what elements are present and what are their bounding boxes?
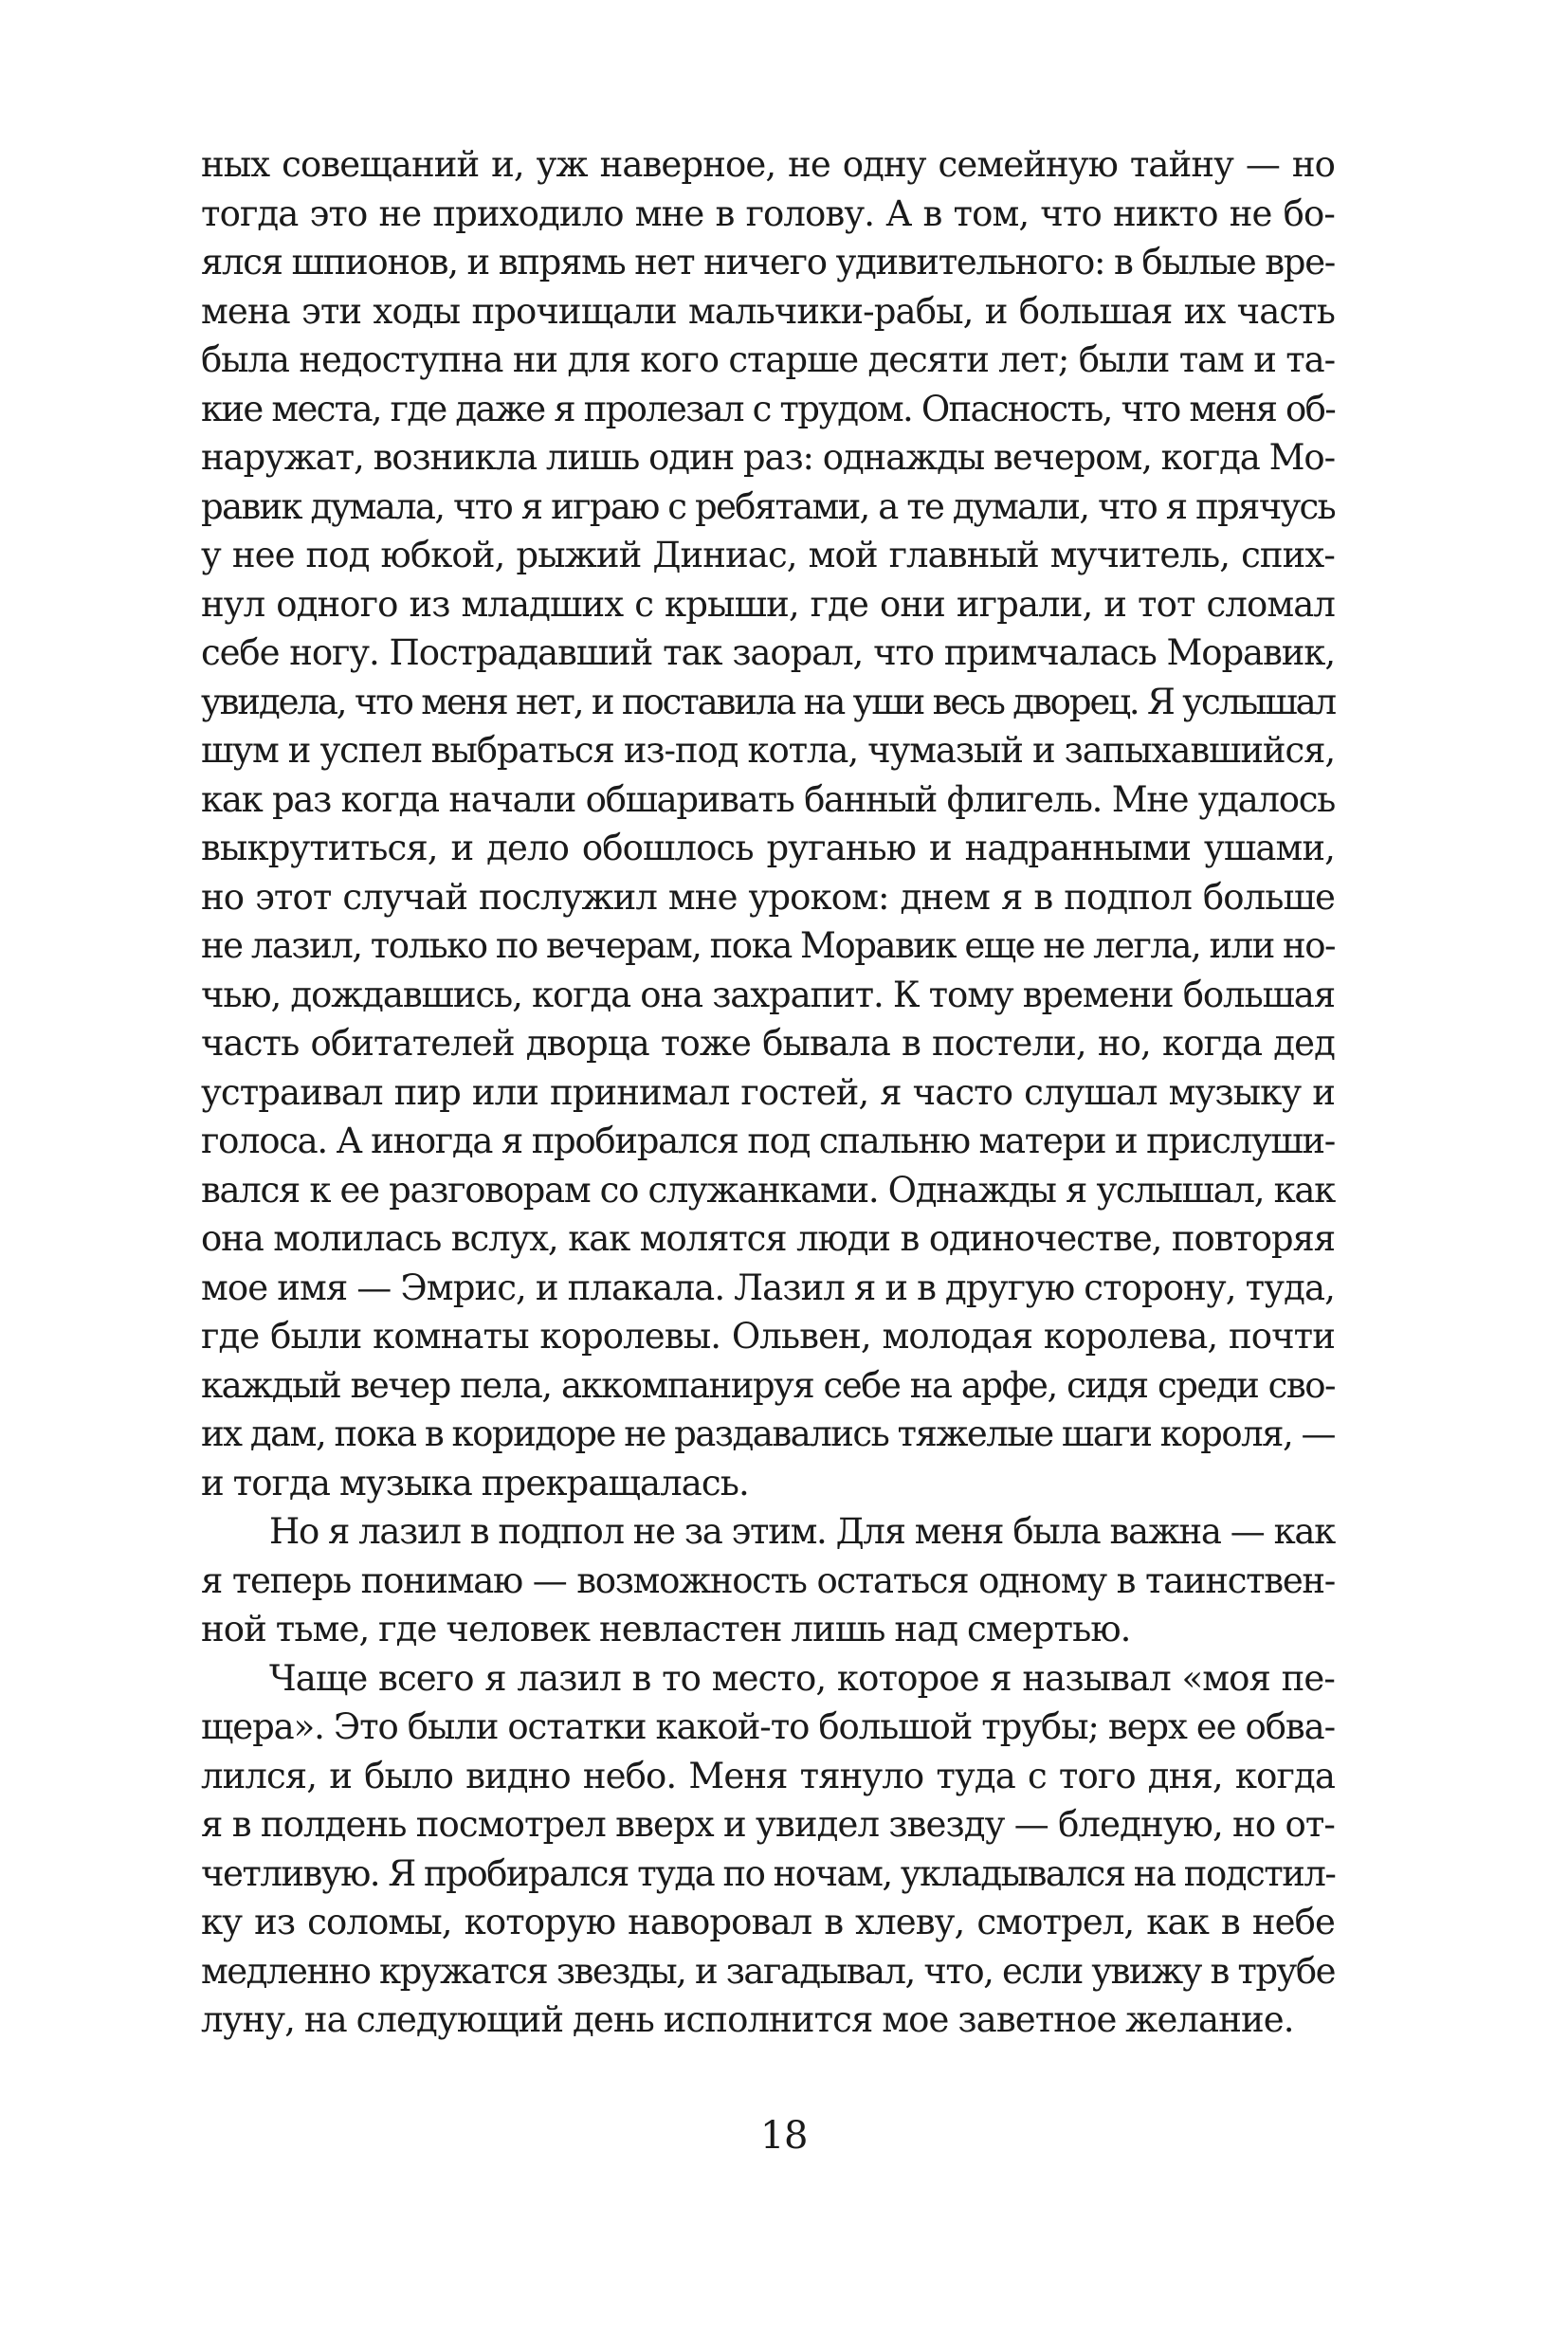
paragraph-1	[201, 140, 1335, 1507]
text-line: тогда это не приходило мне в голову. А в том, что никто не бо-	[201, 192, 1335, 234]
paragraph-2	[201, 1507, 1335, 1654]
text-line: ных совещаний и, уж наверное, не одну семейную тайну — но	[201, 144, 1335, 185]
text-line: кие места, где даже я пролезал с трудом. Опасность, что меня об-	[201, 388, 1335, 429]
text-line: увидела, что меня нет, и поставила на уши весь дворец. Я услышал	[201, 681, 1335, 722]
page-body	[201, 140, 1335, 2045]
text-line: нул одного из младших с крыши, где они играли, и тот сломал	[201, 583, 1335, 625]
text-line: и тогда музыка прекращалась.	[201, 1462, 749, 1504]
text-line: у нее под юбкой, рыжий Диниас, мой главный мучитель, спих-	[201, 535, 1335, 575]
text-line: голоса. А иногда я пробирался под спальню матери и прислуши-	[201, 1121, 1335, 1161]
text-line: мена эти ходы прочищали мальчики-рабы, и большая их часть	[201, 290, 1335, 332]
text-line: где были комнаты королевы. Ольвен, молодая королева, почти	[201, 1316, 1335, 1357]
text-line: она молилась вслух, как молятся люди в одиночестве, повторяя	[201, 1218, 1335, 1259]
text-line: была недоступна ни для кого старше десяти лет; были там и та-	[201, 339, 1335, 380]
text-line: Чаще всего я лазил в то место, которое я называл «моя пе-	[269, 1657, 1335, 1699]
text-line: выкрутиться, и дело обошлось руганью и надранными ушами,	[201, 828, 1335, 868]
text-line: устраивал пир или принимал гостей, я часто слушал музыку и	[201, 1071, 1335, 1113]
text-line: медленно кружатся звезды, и загадывал, что, если увижу в трубе	[201, 1950, 1335, 1992]
text-line: я теперь понимаю — возможность остаться одному в таинствен-	[201, 1559, 1335, 1601]
text-line: ной тьме, где человек невластен лишь над смертью.	[201, 1609, 1131, 1649]
text-line: луну, на следующий день исполнится мое заветное желание.	[201, 1999, 1294, 2040]
text-line: каждый вечер пела, аккомпанируя себе на арфе, сидя среди сво-	[201, 1364, 1335, 1406]
text-line: шум и успел выбраться из-под котла, чумазый и запыхавшийся,	[201, 730, 1335, 771]
text-line: мое имя — Эмрис, и плакала. Лазил я и в другую сторону, туда,	[201, 1267, 1335, 1308]
text-line: равик думала, что я играю с ребятами, а те думали, что я прячусь	[201, 485, 1335, 527]
text-line: лился, и было видно небо. Меня тянуло туда с того дня, когда	[201, 1755, 1335, 1796]
text-line: себе ногу. Пострадавший так заорал, что примчалась Моравик,	[201, 632, 1335, 673]
text-line: как раз когда начали обшаривать банный флигель. Мне удалось	[201, 778, 1335, 820]
text-line: Но я лазил в подпол не за этим. Для меня была важна — как	[269, 1511, 1335, 1552]
text-line: четливую. Я пробирался туда по ночам, укладывался на подстил-	[201, 1852, 1336, 1894]
text-line: вался к ее разговорам со служанками. Однажды я услышал, как	[201, 1169, 1335, 1211]
paragraph-3	[201, 1654, 1335, 2045]
text-line: не лазил, только по вечерам, пока Моравик еще не легла, или но-	[201, 925, 1335, 966]
page-number: 18	[760, 2114, 808, 2158]
text-line: щера». Это были остатки какой-то большой трубы; верх ее обва-	[201, 1706, 1335, 1747]
text-line: но этот случай послужил мне уроком: днем я в подпол больше	[201, 876, 1335, 918]
text-line: чью, дождавшись, когда она захрапит. К тому времени большая	[201, 974, 1335, 1015]
text-line: ку из соломы, которую наворовал в хлеву, смотрел, как в небе	[201, 1902, 1335, 1942]
text-line: часть обитателей дворца тоже бывала в постели, но, когда дед	[201, 1023, 1335, 1064]
text-line: наружат, возникла лишь один раз: однажды вечером, когда Мо-	[201, 437, 1335, 478]
text-line: их дам, пока в коридоре не раздавались тяжелые шаги короля, —	[201, 1413, 1335, 1454]
text-line: я в полдень посмотрел вверх и увидел звезду — бледную, но от-	[201, 1804, 1335, 1845]
text-line: ялся шпионов, и впрямь нет ничего удивительного: в былые вре-	[201, 242, 1335, 282]
